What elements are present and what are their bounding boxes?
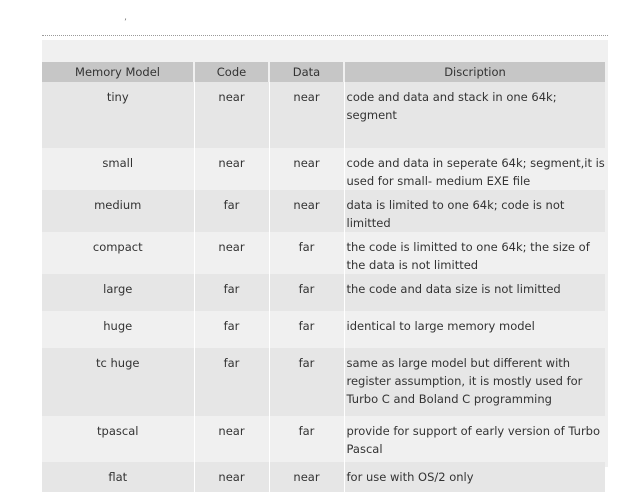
header-description: Discription xyxy=(344,62,605,82)
cell-code: far xyxy=(194,190,269,232)
cell-code: far xyxy=(194,311,269,348)
cell-data: far xyxy=(269,416,344,462)
table-row xyxy=(42,148,605,190)
table-row xyxy=(42,274,605,311)
table-row xyxy=(42,416,605,462)
header-data: Data xyxy=(269,62,344,82)
cell-data: near xyxy=(269,190,344,232)
cell-model: tc huge xyxy=(42,348,194,416)
cell-model: tiny xyxy=(42,82,194,148)
header-code: Code xyxy=(194,62,269,82)
table-row xyxy=(42,311,605,348)
cell-model: small xyxy=(42,148,194,190)
cell-model: huge xyxy=(42,311,194,348)
cell-model: flat xyxy=(42,462,194,492)
cell-description: code and data in seperate 64k; segment,it is used for small- medium EXE file xyxy=(344,148,605,190)
dotted-divider xyxy=(42,35,608,36)
top-mark: ʼ xyxy=(124,18,127,28)
cell-description: data is limited to one 64k; code is not limitted xyxy=(344,190,605,232)
header-row xyxy=(42,62,605,82)
cell-data: near xyxy=(269,462,344,492)
table-row xyxy=(42,232,605,274)
cell-code: far xyxy=(194,348,269,416)
cell-code: near xyxy=(194,148,269,190)
cell-description: provide for support of early version of Turbo Pascal xyxy=(344,416,605,462)
cell-description: identical to large memory model xyxy=(344,311,605,348)
header-memory-model: Memory Model xyxy=(42,62,194,82)
cell-code: near xyxy=(194,232,269,274)
cell-code: near xyxy=(194,462,269,492)
table-row xyxy=(42,82,605,148)
cell-data: far xyxy=(269,348,344,416)
cell-code: near xyxy=(194,416,269,462)
cell-code: near xyxy=(194,82,269,148)
cell-description: same as large model but different with register assumption, it is mostly used for Turbo C and Boland C programming xyxy=(344,348,605,416)
cell-model: medium xyxy=(42,190,194,232)
cell-model: compact xyxy=(42,232,194,274)
cell-description: code and data and stack in one 64k; segment xyxy=(344,82,605,148)
cell-data: far xyxy=(269,274,344,311)
cell-data: near xyxy=(269,148,344,190)
memory-model-table xyxy=(42,62,605,492)
cell-data: near xyxy=(269,82,344,148)
table-row xyxy=(42,190,605,232)
cell-description: for use with OS/2 only xyxy=(344,462,605,492)
cell-data: far xyxy=(269,232,344,274)
table-row xyxy=(42,348,605,416)
cell-code: far xyxy=(194,274,269,311)
cell-description: the code is limitted to one 64k; the size of the data is not limitted xyxy=(344,232,605,274)
cell-data: far xyxy=(269,311,344,348)
cell-model: large xyxy=(42,274,194,311)
cell-description: the code and data size is not limitted xyxy=(344,274,605,311)
cell-model: tpascal xyxy=(42,416,194,462)
table-row xyxy=(42,462,605,492)
